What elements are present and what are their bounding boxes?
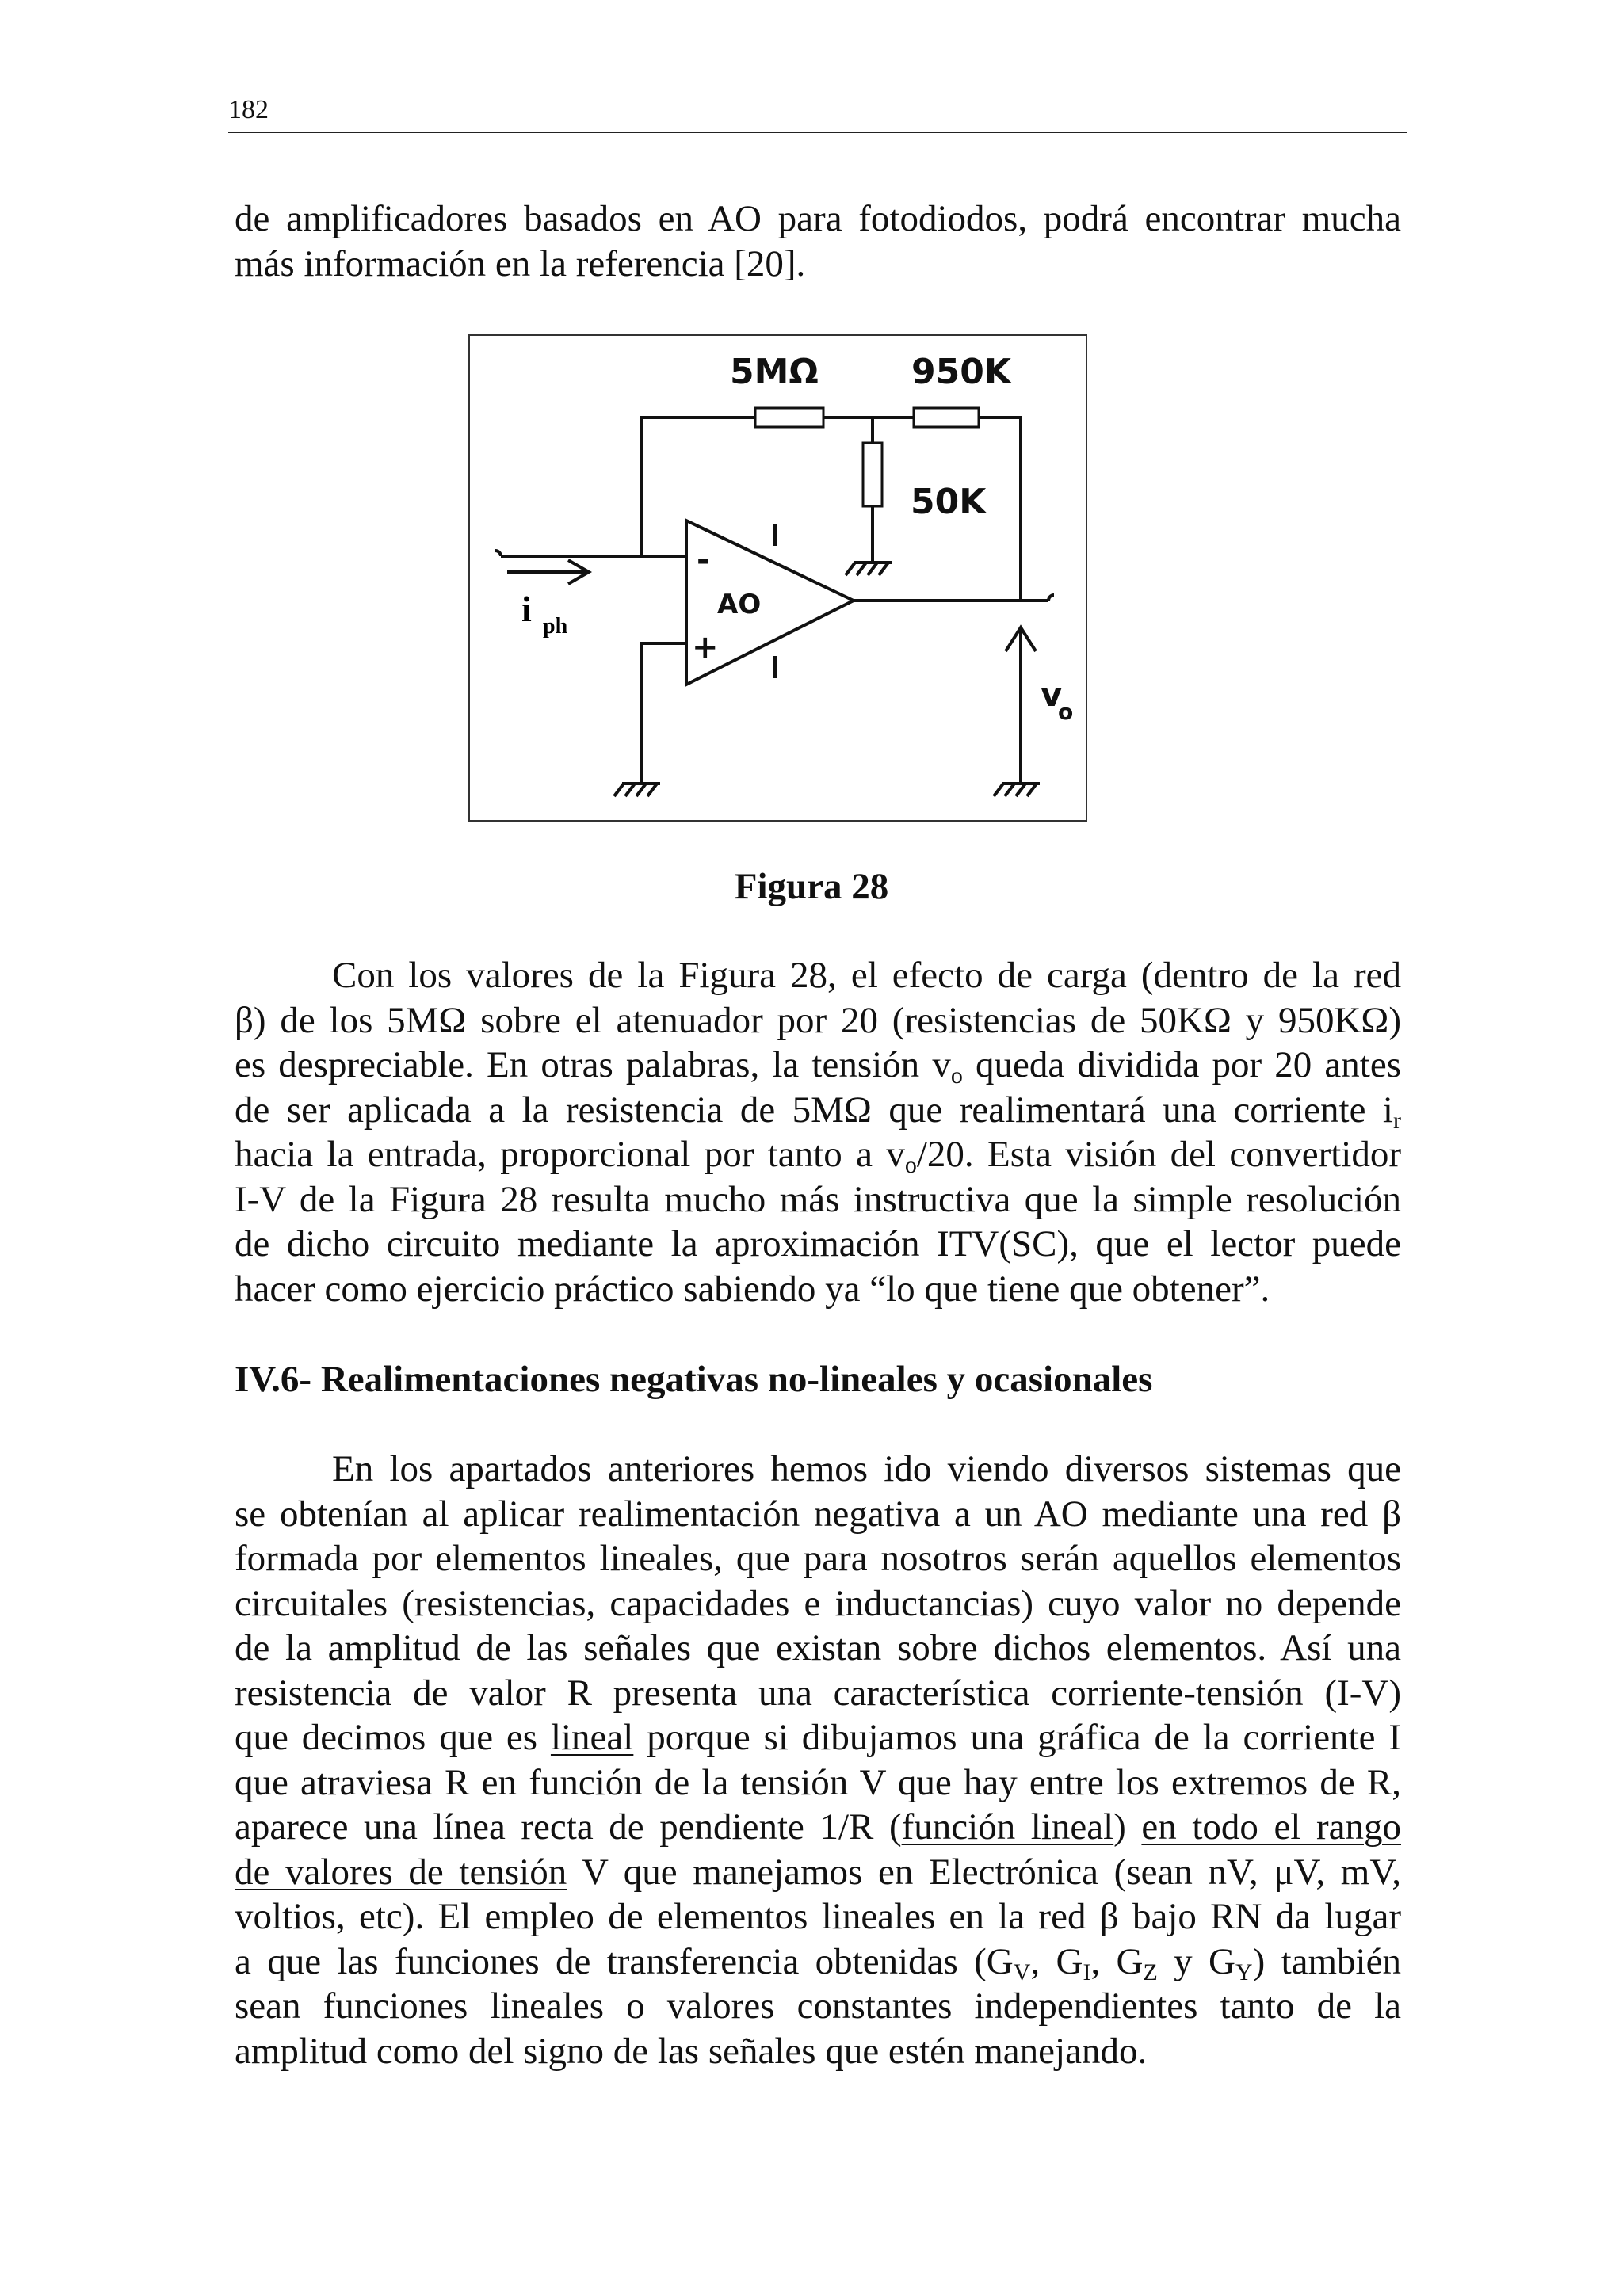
input-ground-icon — [614, 784, 660, 796]
noninverting-wire — [641, 643, 686, 784]
label-opamp: AO — [717, 589, 762, 620]
figure-caption: Figura 28 — [734, 866, 889, 907]
resistor-5M — [755, 408, 823, 427]
circuit-diagram — [470, 336, 1089, 823]
paragraph-3-line-1: En los apartados anteriores hemos ido viendo diversos sistemas que — [332, 1448, 1401, 1489]
paragraph-3-line-7: que decimos que es lineal porque si dibujamos una gráfica de la corriente I — [235, 1717, 1401, 1758]
label-output-o: o — [1058, 699, 1074, 725]
paragraph-3-line-5: de la amplitud de las señales que existan sobre dichos elementos. Así una — [235, 1627, 1401, 1669]
shunt-ground-icon — [846, 563, 892, 575]
output-ground-icon — [994, 784, 1040, 796]
label-minus: - — [697, 542, 710, 578]
paragraph-3-line-2: se obtenían al aplicar realimentación negativa a un AO mediante una red β — [235, 1493, 1401, 1535]
current-arrow-icon — [507, 560, 589, 584]
header-rule — [228, 132, 1407, 133]
paragraph-3-line-11: voltios, etc). El empleo de elementos lineales en la red β bajo RN da lugar — [235, 1896, 1401, 1937]
label-resistor-50K: 50K — [911, 482, 987, 522]
label-resistor-950K: 950K — [911, 352, 1011, 392]
resistor-50K — [863, 443, 882, 506]
paragraph-2-line-8: hacer como ejercicio práctico sabiendo ya “lo que tiene que obtener”. — [235, 1268, 1270, 1310]
input-terminal — [495, 551, 501, 556]
paragraph-2-line-7: de dicho circuito mediante la aproximación ITV(SC), que el lector puede — [235, 1223, 1401, 1264]
paragraph-2-line-6: I-V de la Figura 28 resulta mucho más instructiva que la simple resolución — [235, 1179, 1401, 1220]
paragraph-3-line-10: de valores de tensión V que manejamos en Electrónica (sean nV, μV, mV, — [235, 1852, 1401, 1893]
label-current-i: i — [521, 589, 532, 629]
paragraph-2-line-1: Con los valores de la Figura 28, el efecto de carga (dentro de la red — [332, 955, 1401, 996]
paragraph-3-line-3: formada por elementos lineales, que para nosotros serán aquellos elementos — [235, 1538, 1401, 1579]
paragraph-2-line-4: de ser aplicada a la resistencia de 5MΩ que realimentará una corriente $i_r$ — [235, 1089, 1401, 1134]
label-plus: + — [692, 629, 719, 666]
paragraph-1-line-2: más información en la referencia [20]. — [235, 243, 806, 284]
paragraph-3-line-14: amplitud como del signo de las señales que estén manejando. — [235, 2031, 1148, 2072]
paragraph-3-line-8: que atraviesa R en función de la tensión V que hay entre los extremos de R, — [235, 1762, 1401, 1803]
paragraph-3-line-4: circuitales (resistencias, capacidades e inductancias) cuyo valor no depende — [235, 1583, 1401, 1624]
resistor-950K — [914, 408, 979, 427]
paragraph-3-line-6: resistencia de valor R presenta una característica corriente-tensión (I-V) — [235, 1672, 1401, 1714]
paragraph-3-line-9: aparece una línea recta de pendiente 1/R (función lineal) en todo el rango — [235, 1806, 1401, 1848]
paragraph-1-line-1: de amplificadores basados en AO para fotodiodos, podrá encontrar mucha — [235, 198, 1401, 239]
section-heading: IV.6- Realimentaciones negativas no-lineales y ocasionales — [235, 1359, 1153, 1400]
page-number: 182 — [228, 95, 269, 124]
label-resistor-5M: 5MΩ — [730, 352, 819, 392]
paragraph-2-line-3: es despreciable. En otras palabras, la tensión $v_o$ queda dividida por 20 antes — [235, 1044, 1401, 1089]
paragraph-3-line-13: sean funciones lineales o valores constantes independientes tanto de la — [235, 1985, 1401, 2027]
paragraph-3-line-12: a que las funciones de transferencia obtenidas ($G_V$, $G_I$, $G_Z$ y $G_Y$) también — [235, 1941, 1401, 1985]
label-output-v: v — [1041, 675, 1063, 714]
paragraph-2-line-2: β) de los 5MΩ sobre el atenuador por 20 (resistencias de 50KΩ y 950KΩ) — [235, 1000, 1401, 1041]
output-terminal — [1048, 595, 1054, 601]
figure-28 — [468, 334, 1087, 822]
label-current-ph: ph — [543, 614, 568, 639]
paragraph-2-line-5: hacia la entrada, proporcional por tanto a $v_o/20$. Esta visión del convertidor — [235, 1134, 1401, 1178]
